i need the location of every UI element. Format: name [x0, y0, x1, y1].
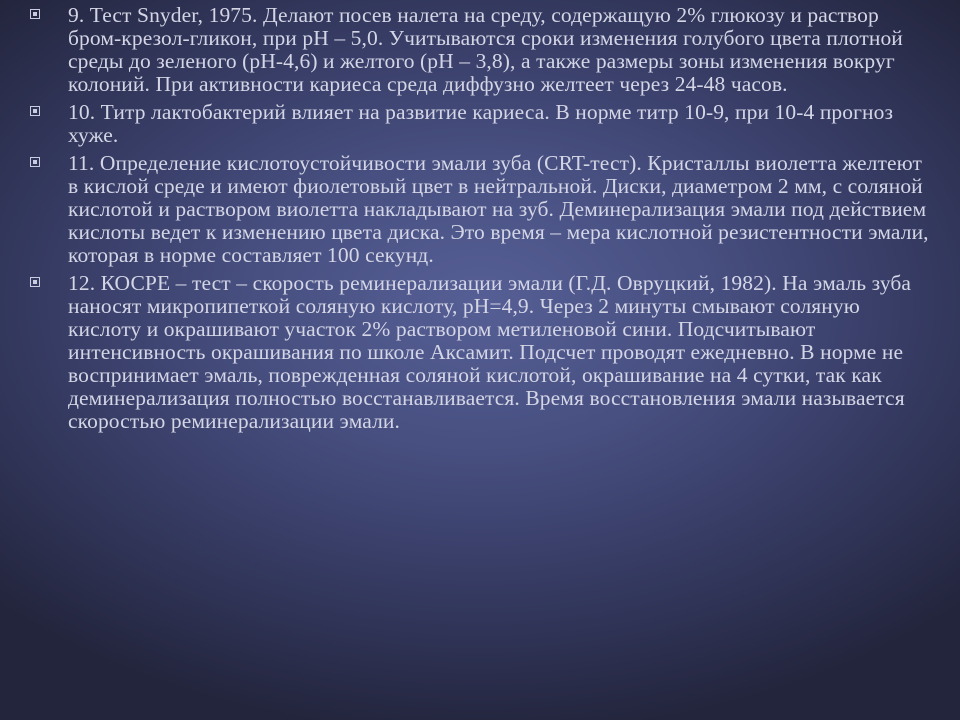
- list-item-text: 9. Тест Snyder, 1975. Делают посев налета на среду, содержащую 2% глюкозу и раствор бром-крезол-гликон, при pH – 5,0. Учитываются сроки изменения голубого цвета плотной среды до зеленого (pH-4,6) и желтого (pH – 3,8), а также размеры зоны изменения вокруг колоний. При активности кариеса среда диффузно желтеет через 24-48 часов.: [68, 3, 903, 96]
- list-item: [30, 4, 930, 96]
- list-item: [30, 272, 930, 433]
- list-item-text: 12. КОСРЕ – тест – скорость реминерализации эмали (Г.Д. Овруцкий, 1982). На эмаль зуба наносят микропипеткой соляную кислоту, pH=4,9. Через 2 минуты смывают соляную кислоту и окрашивают участок 2% раствором метиленовой сини. Подсчитывают интенсивность окрашивания по школе Аксамит. Подсчет проводят ежедневно. В норме не воспринимает эмаль, поврежденная соляной кислотой, окрашивание на 4 сутки, так как деминерализация полностью восстанавливается. Время восстановления эмали называется скоростью реминерализации эмали.: [68, 271, 912, 433]
- square-bullet-icon: [30, 157, 40, 167]
- list-item: [30, 101, 930, 147]
- bullet-list: [30, 4, 930, 438]
- square-bullet-icon: [30, 106, 40, 116]
- square-bullet-icon: [30, 9, 40, 19]
- list-item-text: 10. Титр лактобактерий влияет на развитие кариеса. В норме титр 10-9, при 10-4 прогноз хуже.: [68, 100, 894, 147]
- list-item: [30, 152, 930, 267]
- square-bullet-icon: [30, 277, 40, 287]
- list-item-text: 11. Определение кислотоустойчивости эмали зуба (CRT-тест). Кристаллы виолетта желтеют в кислой среде и имеют фиолетовый цвет в нейтральной. Диски, диаметром 2 мм, с соляной кислотой и раствором виолетта накладывают на зуб. Деминерализация эмали под действием кислоты ведет к изменению цвета диска. Это время – мера кислотной резистентности эмали, которая в норме составляет 100 секунд.: [68, 151, 929, 267]
